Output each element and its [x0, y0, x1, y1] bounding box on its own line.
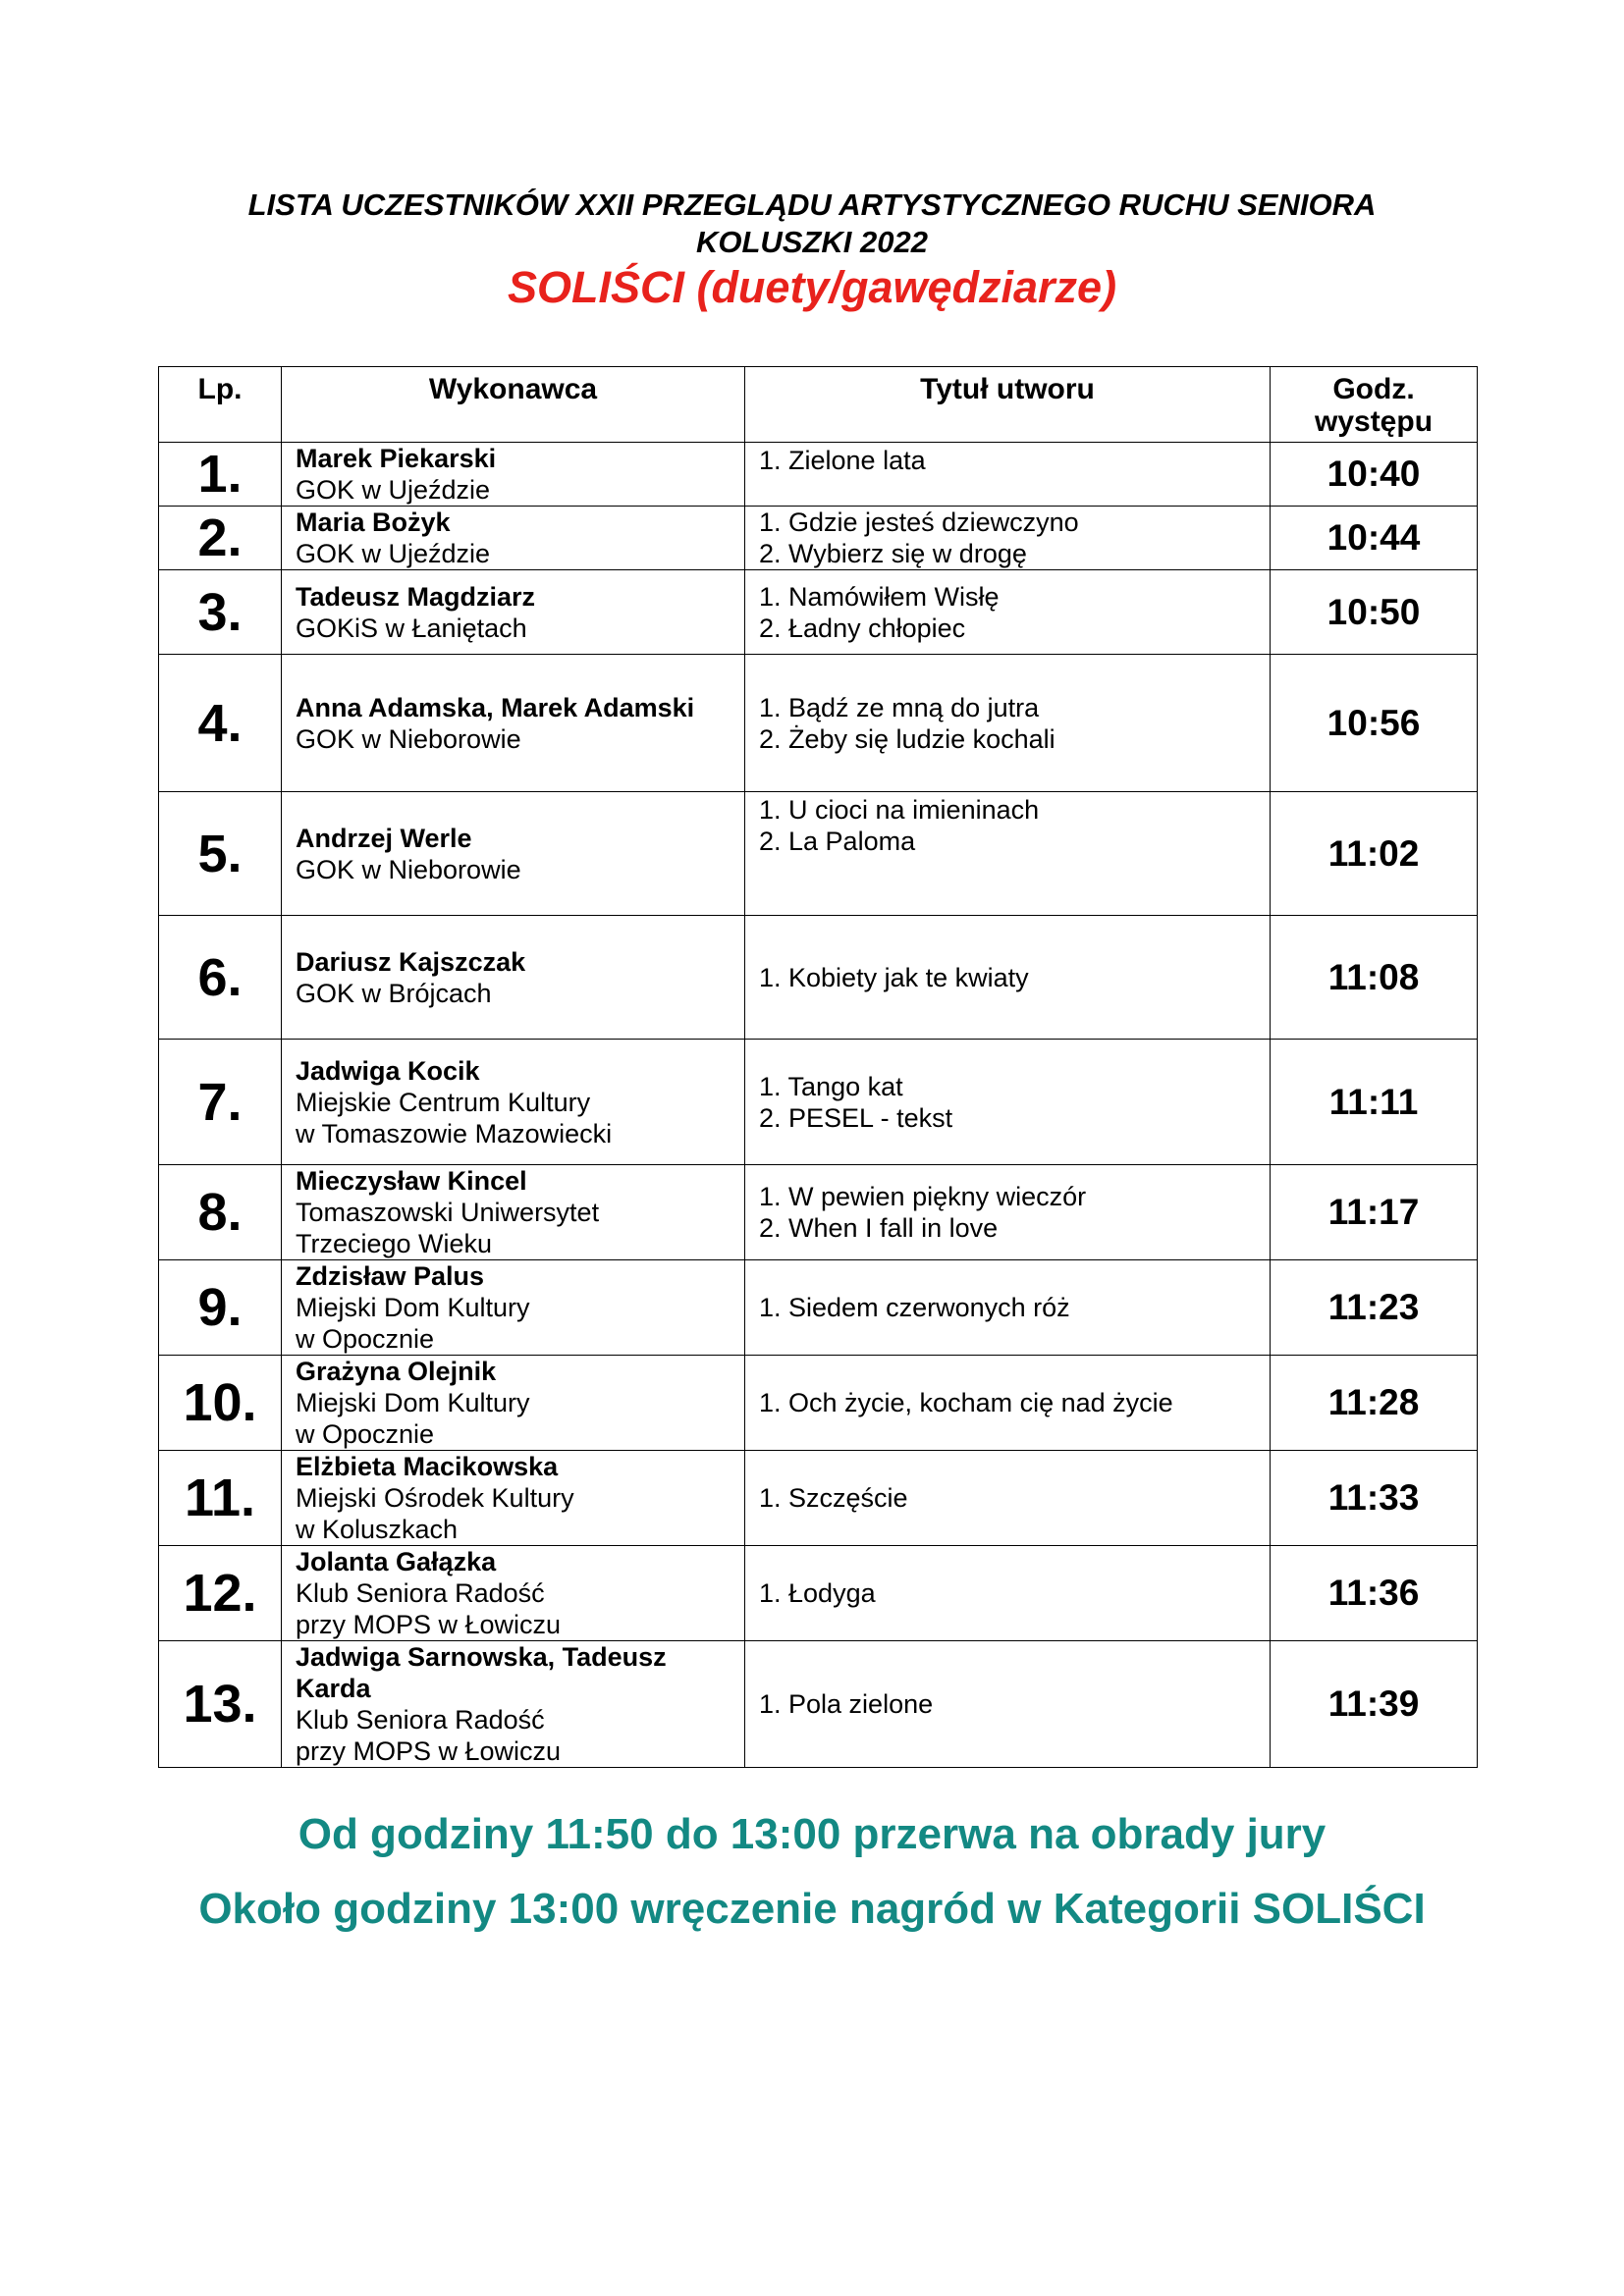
song-title: 1. Łodyga	[759, 1578, 876, 1608]
row-number: 5.	[159, 792, 282, 916]
row-number: 13.	[159, 1641, 282, 1768]
table-row	[159, 1040, 1478, 1165]
performer-org: Miejski Dom Kultury	[296, 1293, 530, 1322]
performer-org: GOK w Ujeździe	[296, 539, 491, 568]
songs-cell	[745, 1356, 1271, 1451]
songs-cell	[745, 655, 1271, 792]
column-header-time	[1271, 367, 1478, 443]
table-header-row	[159, 367, 1478, 443]
table-row	[159, 1165, 1478, 1260]
performer-org: Trzeciego Wieku	[296, 1229, 493, 1258]
songs-cell	[745, 1040, 1271, 1165]
performer-org: GOK w Nieborowie	[296, 854, 521, 884]
song-title: 2. La Paloma	[759, 827, 916, 856]
performer-name: Mieczysław Kincel	[296, 1166, 527, 1196]
song-title: 1. Pola zielone	[759, 1689, 934, 1719]
performance-time: 10:50	[1271, 570, 1478, 655]
table-row	[159, 1546, 1478, 1641]
songs-cell	[745, 916, 1271, 1040]
song-title: 1. Namówiłem Wisłę	[759, 581, 1000, 612]
songs-cell	[745, 443, 1271, 507]
jury-break-note: Od godziny 11:50 do 13:00 przerwa na obrady jury	[298, 1810, 1326, 1858]
performer-name: Grażyna Olejnik	[296, 1357, 497, 1386]
song-title: 1. Szczęście	[759, 1483, 908, 1513]
performance-time: 11:08	[1271, 916, 1478, 1040]
column-header-lp: Lp.	[159, 367, 282, 443]
participants-table	[158, 366, 1478, 1768]
column-header-title: Tytuł utworu	[745, 367, 1271, 443]
table-row	[159, 507, 1478, 570]
songs-cell	[745, 507, 1271, 570]
row-number: 4.	[159, 655, 282, 792]
document-title-line-2: KOLUSZKI 2022	[695, 225, 928, 259]
table-row	[159, 1451, 1478, 1546]
performance-time: 10:44	[1271, 507, 1478, 570]
awards-note: Około godziny 13:00 wręczenie nagród w Kategorii SOLIŚCI	[198, 1885, 1426, 1933]
performer-name: Maria Bożyk	[296, 507, 451, 537]
row-number: 8.	[159, 1165, 282, 1260]
row-number: 1.	[159, 443, 282, 507]
performer-name-continued: Karda	[296, 1674, 371, 1703]
performance-time: 11:17	[1271, 1165, 1478, 1260]
table-row	[159, 1356, 1478, 1451]
songs-cell	[745, 1260, 1271, 1356]
song-title: 1. Tango kat	[759, 1071, 903, 1101]
row-number: 2.	[159, 507, 282, 570]
performer-org: Tomaszowski Uniwersytet	[296, 1198, 600, 1227]
performer-org: w Tomaszowie Mazowiecki	[296, 1118, 613, 1148]
performer-cell	[282, 570, 745, 655]
performance-time: 11:23	[1271, 1260, 1478, 1356]
performer-name: Andrzej Werle	[296, 823, 472, 853]
songs-cell	[745, 1546, 1271, 1641]
performer-org: przy MOPS w Łowiczu	[296, 1736, 562, 1766]
table-row	[159, 443, 1478, 507]
songs-cell	[745, 1451, 1271, 1546]
song-title: 2. Wybierz się w drogę	[759, 539, 1027, 568]
song-title: 1. U cioci na imieninach	[759, 795, 1040, 825]
performer-org: Miejski Dom Kultury	[296, 1388, 530, 1417]
performer-name: Anna Adamska, Marek Adamski	[296, 692, 695, 722]
performer-cell	[282, 1165, 745, 1260]
performer-org: Miejski Ośrodek Kultury	[296, 1483, 574, 1513]
row-number: 6.	[159, 916, 282, 1040]
songs-cell	[745, 792, 1271, 916]
performer-name: Elżbieta Macikowska	[296, 1452, 559, 1481]
performer-org: Klub Seniora Radość	[296, 1578, 545, 1608]
performer-cell	[282, 1641, 745, 1768]
document-title-line-1: LISTA UCZESTNIKÓW XXII PRZEGLĄDU ARTYSTYCZNEGO RUCHU SENIORA	[247, 187, 1377, 222]
songs-cell	[745, 570, 1271, 655]
performer-name: Zdzisław Palus	[296, 1261, 485, 1291]
performer-org: w Opocznie	[296, 1324, 435, 1354]
songs-cell	[745, 1641, 1271, 1768]
performance-time: 10:56	[1271, 655, 1478, 792]
performance-time: 11:39	[1271, 1641, 1478, 1768]
performer-cell	[282, 1356, 745, 1451]
table-row	[159, 916, 1478, 1040]
row-number: 7.	[159, 1040, 282, 1165]
performer-name: Dariusz Kajszczak	[296, 946, 526, 977]
performer-org: Klub Seniora Radość	[296, 1705, 545, 1735]
song-title: 1. Och życie, kocham cię nad życie	[759, 1388, 1173, 1417]
row-number: 3.	[159, 570, 282, 655]
song-title: 1. Gdzie jesteś dziewczyno	[759, 507, 1079, 537]
performer-org: GOK w Brójcach	[296, 978, 492, 1008]
performer-name: Tadeusz Magdziarz	[296, 581, 536, 612]
performer-name: Jolanta Gałązka	[296, 1547, 497, 1576]
table-row	[159, 792, 1478, 916]
performance-time: 11:36	[1271, 1546, 1478, 1641]
performance-time: 11:28	[1271, 1356, 1478, 1451]
performer-cell	[282, 443, 745, 507]
performer-cell	[282, 1451, 745, 1546]
performer-name: Marek Piekarski	[296, 444, 497, 473]
performer-cell	[282, 655, 745, 792]
performer-org: Miejskie Centrum Kultury	[296, 1087, 591, 1117]
column-header-performer: Wykonawca	[282, 367, 745, 443]
row-number: 12.	[159, 1546, 282, 1641]
performer-cell	[282, 507, 745, 570]
table-row	[159, 655, 1478, 792]
performance-time: 11:02	[1271, 792, 1478, 916]
performer-org: GOKiS w Łaniętach	[296, 613, 527, 643]
performer-cell	[282, 916, 745, 1040]
song-title: 1. Bądź ze mną do jutra	[759, 692, 1040, 722]
song-title: 1. Siedem czerwonych róż	[759, 1293, 1070, 1322]
performer-org: w Opocznie	[296, 1419, 435, 1449]
performer-cell	[282, 1546, 745, 1641]
table-row	[159, 570, 1478, 655]
performer-name: Jadwiga Sarnowska, Tadeusz	[296, 1642, 667, 1672]
performer-cell	[282, 1040, 745, 1165]
performer-org: w Koluszkach	[296, 1515, 459, 1544]
performer-org: GOK w Ujeździe	[296, 475, 491, 505]
row-number: 11.	[159, 1451, 282, 1546]
performance-time: 10:40	[1271, 443, 1478, 507]
song-title: 2. Ładny chłopiec	[759, 613, 966, 643]
song-title: 2. When I fall in love	[759, 1213, 999, 1243]
performance-time: 11:33	[1271, 1451, 1478, 1546]
column-header-time-line-1: Godz.	[1332, 373, 1415, 405]
performance-time: 11:11	[1271, 1040, 1478, 1165]
row-number: 9.	[159, 1260, 282, 1356]
column-header-time-line-2: występu	[1314, 405, 1434, 438]
performer-org: przy MOPS w Łowiczu	[296, 1610, 562, 1639]
table-row	[159, 1641, 1478, 1768]
song-title: 1. W pewien piękny wieczór	[759, 1182, 1087, 1211]
song-title: 2. PESEL - tekst	[759, 1102, 953, 1133]
song-title: 1. Zielone lata	[759, 446, 926, 475]
performer-org: GOK w Nieborowie	[296, 723, 521, 754]
row-number: 10.	[159, 1356, 282, 1451]
table-row	[159, 1260, 1478, 1356]
category-subtitle: SOLIŚCI (duety/gawędziarze)	[507, 262, 1117, 312]
performer-name: Jadwiga Kocik	[296, 1055, 480, 1086]
performer-cell	[282, 1260, 745, 1356]
song-title: 1. Kobiety jak te kwiaty	[759, 962, 1029, 992]
song-title: 2. Żeby się ludzie kochali	[759, 723, 1056, 754]
performer-cell	[282, 792, 745, 916]
songs-cell	[745, 1165, 1271, 1260]
